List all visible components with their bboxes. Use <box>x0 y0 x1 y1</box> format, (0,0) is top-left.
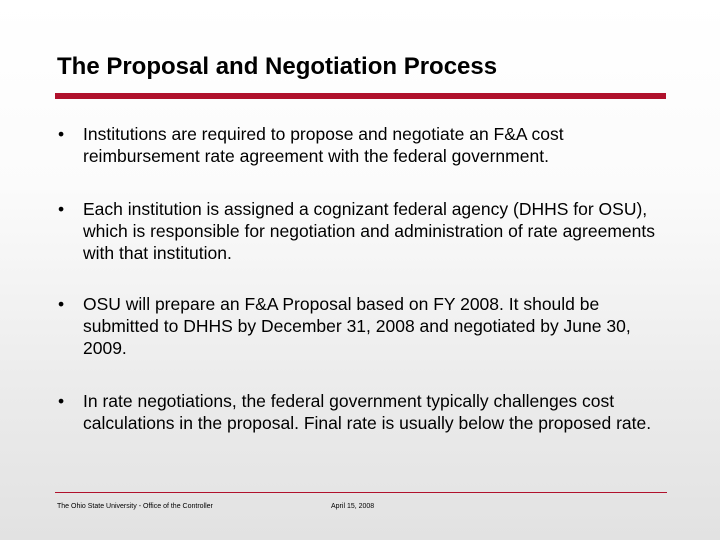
bullet-text: Each institution is assigned a cognizant federal agency (DHHS for OSU), which is responsible for negotiation and administration of rate agreements with that institution. <box>83 199 655 263</box>
footer-organization: The Ohio State University - Office of the Controller <box>57 503 213 510</box>
slide-title: The Proposal and Negotiation Process <box>57 53 498 80</box>
bullet-marker: • <box>58 124 65 144</box>
bullet-text: In rate negotiations, the federal government typically challenges cost calculations in the proposal. Final rate is usually below the proposed rate. <box>83 391 652 433</box>
footer-divider <box>55 492 667 493</box>
bullet-text: Institutions are required to propose and negotiate an F&A cost reimbursement rate agreement with the federal government. <box>83 124 564 166</box>
bullet-marker: • <box>58 294 65 314</box>
bullet-item <box>58 293 658 359</box>
title-divider <box>55 93 666 99</box>
footer-date: April 15, 2008 <box>331 503 375 510</box>
bullet-text: OSU will prepare an F&A Proposal based on FY 2008. It should be submitted to DHHS by December 31, 2008 and negotiated by June 30, 2009. <box>83 294 631 358</box>
bullet-marker: • <box>58 391 65 411</box>
bullet-marker: • <box>58 199 65 219</box>
bullet-item <box>58 123 658 167</box>
bullet-item <box>58 390 658 434</box>
bullet-item <box>58 198 658 264</box>
